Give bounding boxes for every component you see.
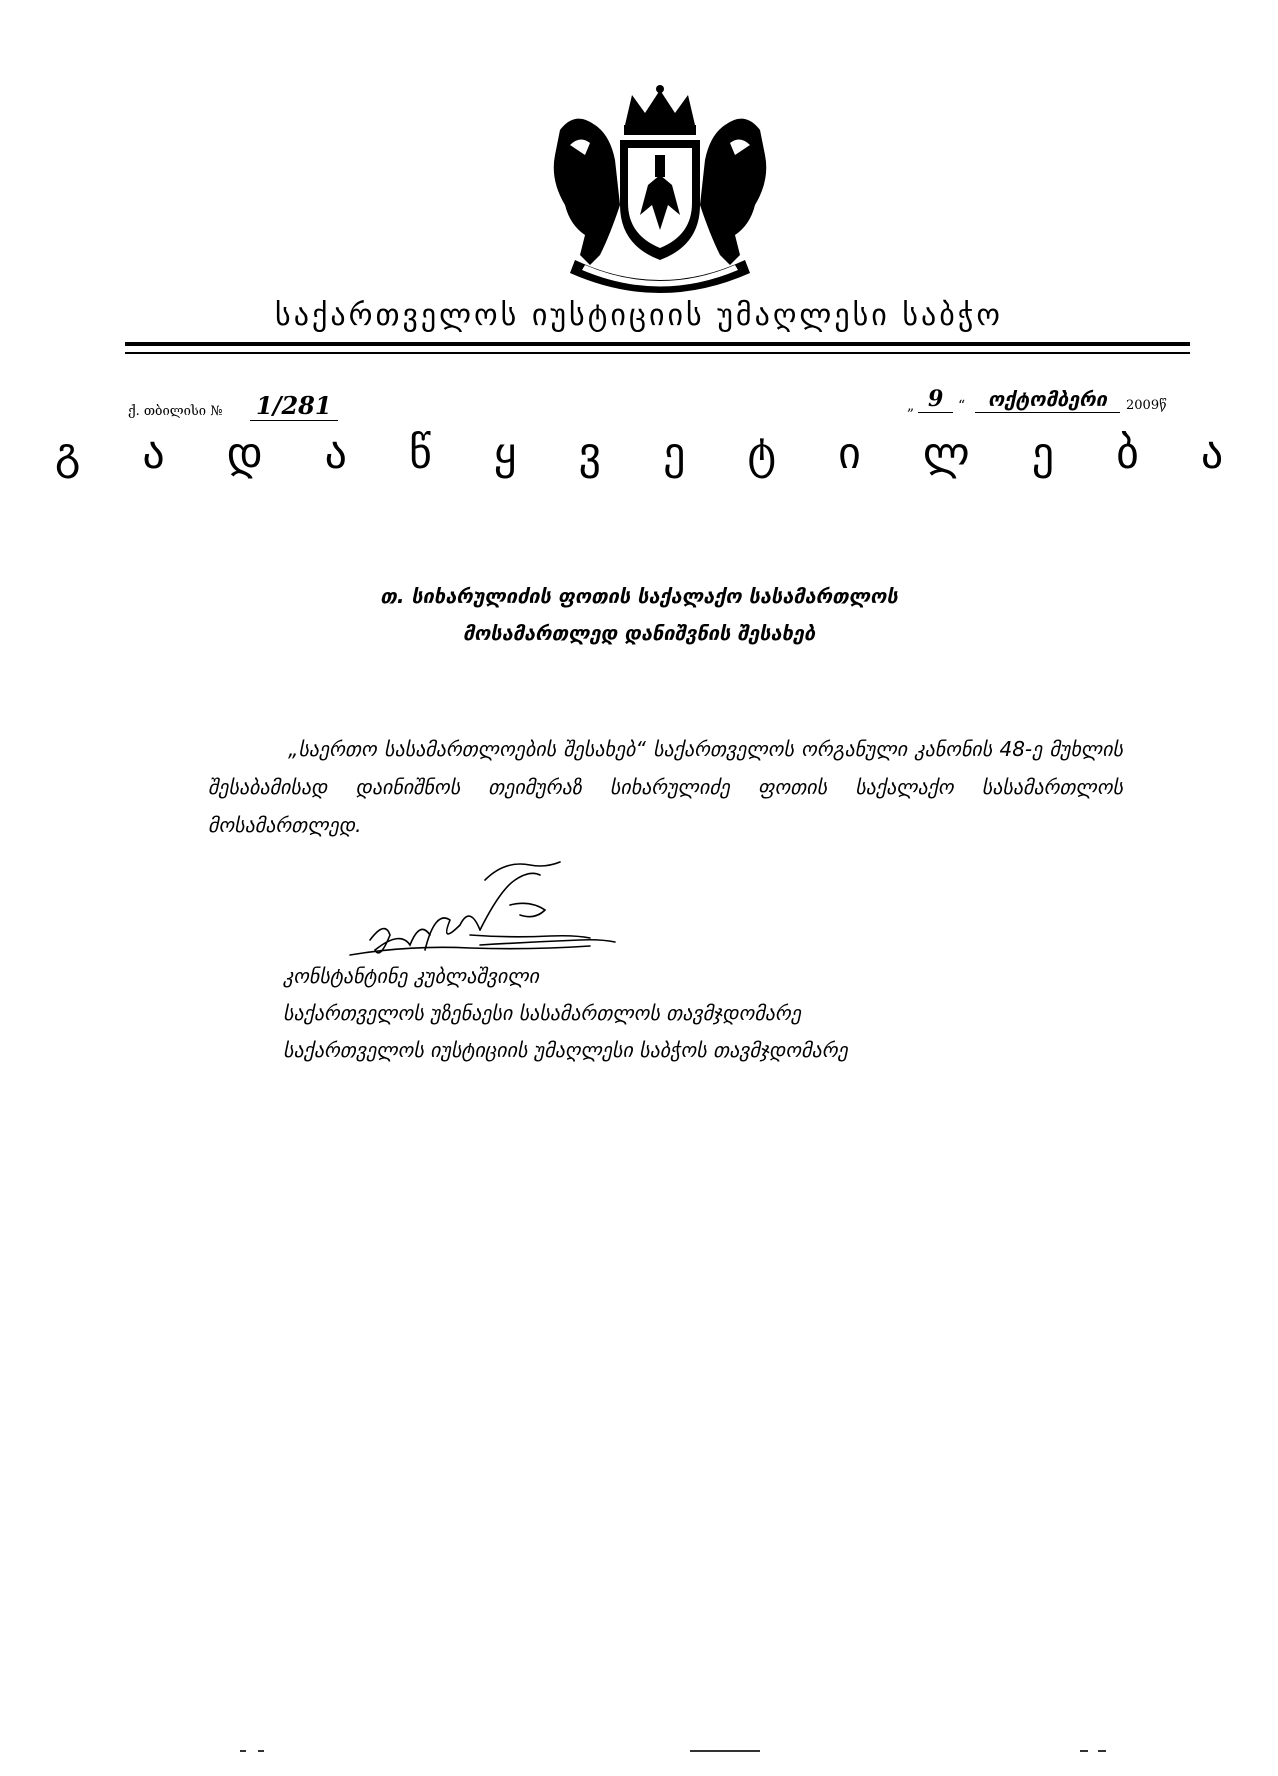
header-rule-thin: [125, 352, 1190, 354]
signatory-block: [283, 958, 848, 1069]
signatory-name: კონსტანტინე კუბლაშვილი: [283, 964, 539, 988]
signatory-title: საქართველოს უზენაესი სასამართლოს თავმჯდომარე: [283, 1001, 801, 1025]
footer-dot: [258, 1750, 264, 1752]
date-month: ოქტომბერი: [975, 386, 1120, 413]
header-rule-thick: [125, 342, 1190, 346]
date-quote-close: “: [958, 398, 966, 414]
document-body: „საერთო სასამართლოების შესახებ“ საქართველოს ორგანული კანონის 48-ე მუხლის შესაბამისად დაინიშნოს თეიმურაზ სიხარულიძე ფოთის საქალაქო სასამართლოს მოსამართლედ.: [208, 737, 1123, 837]
footer-dot: [240, 1750, 246, 1752]
council-name-heading: საქართველოს იუსტიციის უმაღლესი საბჭო: [275, 298, 1003, 333]
coat-of-arms-emblem: [540, 85, 780, 300]
date-day: 9: [918, 386, 953, 413]
subject-line: თ. სიხარულიძის ფოთის საქალაქო სასამართლოს: [380, 584, 898, 608]
date-year: 2009წ: [1126, 398, 1167, 413]
footer-dot: [1080, 1750, 1088, 1752]
registration-label: ქ. თბილისი №: [128, 404, 223, 419]
document-title: გ ა დ ა წ ყ ვ ე ტ ი ლ ე ბ ა: [54, 428, 1248, 479]
document-subject: [0, 578, 1278, 652]
footer-dot: [1098, 1750, 1106, 1752]
signatory-title: საქართველოს იუსტიციის უმაღლესი საბჭოს თავმჯდომარე: [283, 1038, 848, 1062]
registration-number: 1/281: [250, 392, 338, 421]
date-quote-open: „: [907, 398, 915, 414]
subject-line: მოსამართლედ დანიშვნის შესახებ: [462, 621, 816, 645]
footer-mark: [690, 1750, 760, 1752]
